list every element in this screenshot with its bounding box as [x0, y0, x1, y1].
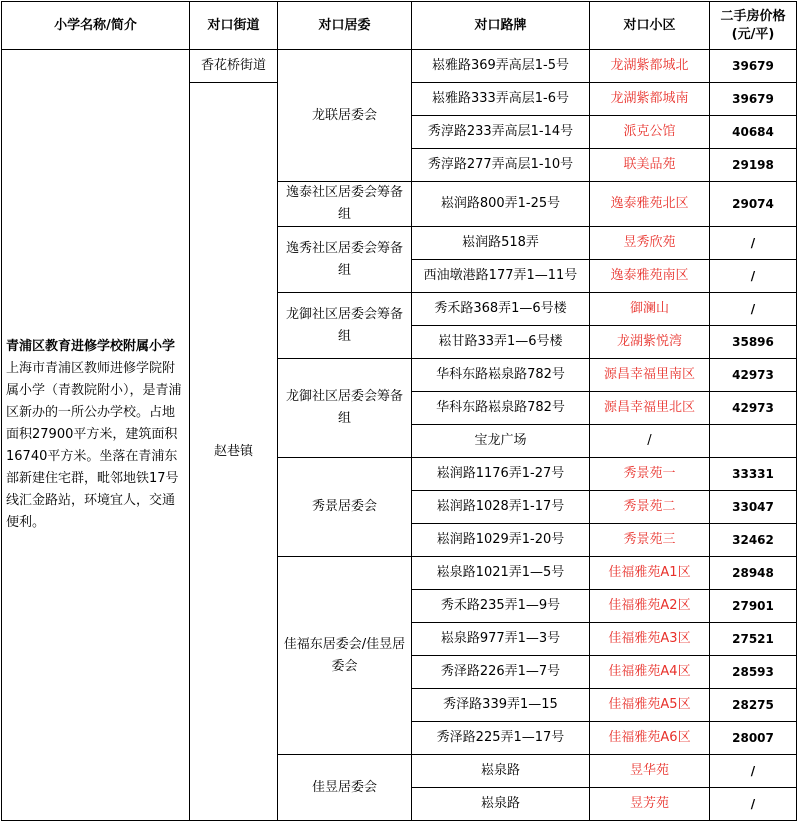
community-cell: 佳福雅苑A2区 [590, 590, 710, 623]
community-cell: 御澜山 [590, 293, 710, 326]
price-cell: / [710, 788, 797, 821]
header-row [2, 2, 797, 50]
address-cell: 秀禾路368弄1—6号楼 [412, 293, 590, 326]
price-cell: / [710, 755, 797, 788]
price-cell: / [710, 293, 797, 326]
price-cell: 29074 [710, 182, 797, 227]
community-cell: 龙湖紫都城北 [590, 50, 710, 83]
price-cell: 35896 [710, 326, 797, 359]
community-cell: 秀景苑三 [590, 524, 710, 557]
address-cell: 崧泉路977弄1—3号 [412, 623, 590, 656]
price-cell: 40684 [710, 116, 797, 149]
address-cell: 崧泉路 [412, 755, 590, 788]
community-cell: 昱华苑 [590, 755, 710, 788]
community-cell: 佳福雅苑A4区 [590, 656, 710, 689]
header-address: 对口路牌 [412, 2, 590, 50]
price-cell: 32462 [710, 524, 797, 557]
address-cell: 秀泽路226弄1—7号 [412, 656, 590, 689]
price-cell: 28007 [710, 722, 797, 755]
community-cell: / [590, 425, 710, 458]
street-cell: 香花桥街道 [190, 50, 278, 83]
community-cell: 昱芳苑 [590, 788, 710, 821]
community-cell: 佳福雅苑A5区 [590, 689, 710, 722]
address-cell: 崧雅路369弄高层1-5号 [412, 50, 590, 83]
table-row [2, 50, 797, 83]
price-cell: / [710, 227, 797, 260]
price-cell: 28593 [710, 656, 797, 689]
community-cell: 昱秀欣苑 [590, 227, 710, 260]
address-cell: 崧润路1028弄1-17号 [412, 491, 590, 524]
committee-cell: 龙御社区居委会筹备组 [278, 293, 412, 359]
header-price: 二手房价格(元/平) [710, 2, 797, 50]
price-cell: 27901 [710, 590, 797, 623]
committee-cell: 龙御社区居委会筹备组 [278, 359, 412, 458]
price-cell: 39679 [710, 83, 797, 116]
header-street: 对口街道 [190, 2, 278, 50]
address-cell: 秀泽路225弄1—17号 [412, 722, 590, 755]
school-district-table [1, 1, 797, 821]
committee-cell: 逸秀社区居委会筹备组 [278, 227, 412, 293]
school-description: 上海市青浦区教师进修学院附属小学（青教院附小），是青浦区新办的一所公办学校。占地面积27900平方米，建筑面积16740平方米。坐落在青浦东部新建住宅群，毗邻地铁17号线汇金路站，环境宜人，交通便利。 [6, 361, 182, 530]
address-cell: 崧润路800弄1-25号 [412, 182, 590, 227]
header-school: 小学名称/简介 [2, 2, 190, 50]
address-cell: 崧甘路33弄1—6号楼 [412, 326, 590, 359]
address-cell: 西油墩港路177弄1—11号 [412, 260, 590, 293]
address-cell: 秀泽路339弄1—15 [412, 689, 590, 722]
address-cell: 崧泉路 [412, 788, 590, 821]
community-cell: 联美品苑 [590, 149, 710, 182]
address-cell: 秀禾路235弄1—9号 [412, 590, 590, 623]
school-info-cell [2, 50, 190, 821]
community-cell: 佳福雅苑A3区 [590, 623, 710, 656]
address-cell: 崧润路1029弄1-20号 [412, 524, 590, 557]
community-cell: 佳福雅苑A6区 [590, 722, 710, 755]
price-cell: / [710, 260, 797, 293]
address-cell: 秀淳路233弄高层1-14号 [412, 116, 590, 149]
price-cell: 28275 [710, 689, 797, 722]
committee-cell: 秀景居委会 [278, 458, 412, 557]
header-committee: 对口居委 [278, 2, 412, 50]
committee-cell: 佳福东居委会/佳昱居委会 [278, 557, 412, 755]
committee-cell: 逸泰社区居委会筹备组 [278, 182, 412, 227]
community-cell: 龙湖紫都城南 [590, 83, 710, 116]
address-cell: 崧润路1176弄1-27号 [412, 458, 590, 491]
price-cell: 28948 [710, 557, 797, 590]
community-cell: 源昌幸福里北区 [590, 392, 710, 425]
community-cell: 龙湖紫悦湾 [590, 326, 710, 359]
price-cell: 39679 [710, 50, 797, 83]
community-cell: 源昌幸福里南区 [590, 359, 710, 392]
committee-cell: 佳昱居委会 [278, 755, 412, 821]
community-cell: 佳福雅苑A1区 [590, 557, 710, 590]
price-cell [710, 425, 797, 458]
price-cell: 29198 [710, 149, 797, 182]
community-cell: 逸泰雅苑南区 [590, 260, 710, 293]
community-cell: 逸泰雅苑北区 [590, 182, 710, 227]
school-name: 青浦区教育进修学校附属小学 [6, 339, 176, 354]
price-cell: 42973 [710, 392, 797, 425]
committee-cell: 龙联居委会 [278, 50, 412, 182]
community-cell: 秀景苑二 [590, 491, 710, 524]
price-cell: 33331 [710, 458, 797, 491]
community-cell: 秀景苑一 [590, 458, 710, 491]
price-cell: 42973 [710, 359, 797, 392]
price-cell: 33047 [710, 491, 797, 524]
header-community: 对口小区 [590, 2, 710, 50]
address-cell: 崧泉路1021弄1—5号 [412, 557, 590, 590]
address-cell: 华科东路崧泉路782号 [412, 392, 590, 425]
community-cell: 派克公馆 [590, 116, 710, 149]
street-cell: 赵巷镇 [190, 83, 278, 821]
address-cell: 华科东路崧泉路782号 [412, 359, 590, 392]
address-cell: 崧润路518弄 [412, 227, 590, 260]
address-cell: 崧雅路333弄高层1-6号 [412, 83, 590, 116]
address-cell: 秀淳路277弄高层1-10号 [412, 149, 590, 182]
price-cell: 27521 [710, 623, 797, 656]
address-cell: 宝龙广场 [412, 425, 590, 458]
